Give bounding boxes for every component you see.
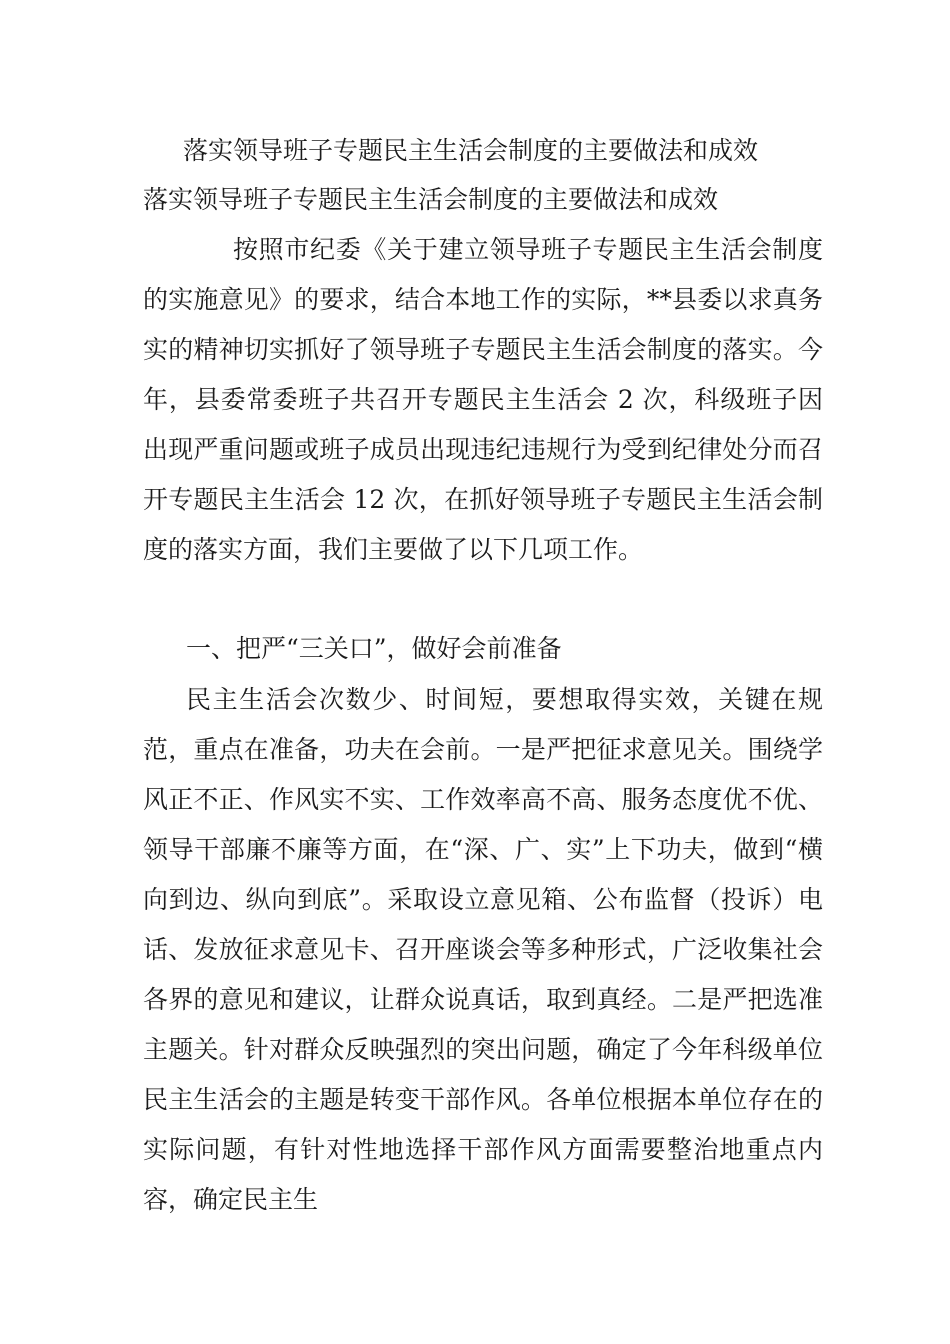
document-title: 落实领导班子专题民主生活会制度的主要做法和成效 xyxy=(183,136,759,165)
section-1-paragraph: 民主生活会次数少、时间短，要想取得实效，关键在规范，重点在准备，功夫在会前。一是严把征求意见关。围绕学风正不正、作风实不实、工作效率高不高、服务态度优不优、领导干部廉不廉等方面，在“深、广、实”上下功夫，做到“横向到边、纵向到底”。采取设立意见箱、公布监督（投诉）电话、发放征求意见卡、召开座谈会等多种形式，广泛收集社会各界的意见和建议，让群众说真话，取到真经。二是严把选准主题关。针对群众反映强烈的突出问题，确定了今年科级单位民主生活会的主题是转变干部作风。各单位根据本单位存在的实际问题，有针对性地选择干部作风方面需要整治地重点内容，确定民主生 xyxy=(143,685,823,1214)
section-heading-1: 一、把严“三关口”，做好会前准备 xyxy=(186,634,562,663)
intro-paragraph: 按照市纪委《关于建立领导班子专题民主生活会制度的实施意见》的要求，结合本地工作的实际，**县委以求真务实的精神切实抓好了领导班子专题民主生活会制度的落实。今年，县委常委班子共召开专题民主生活会 2 次，科级班子因出现严重问题或班子成员出现违纪违规行为受到纪律处分而召开专题民主生活会 12 次，在抓好领导班子专题民主生活会制度的落实方面，我们主要做了以下几项工作。 xyxy=(143,235,823,564)
document-subtitle: 落实领导班子专题民主生活会制度的主要做法和成效 xyxy=(143,185,719,214)
